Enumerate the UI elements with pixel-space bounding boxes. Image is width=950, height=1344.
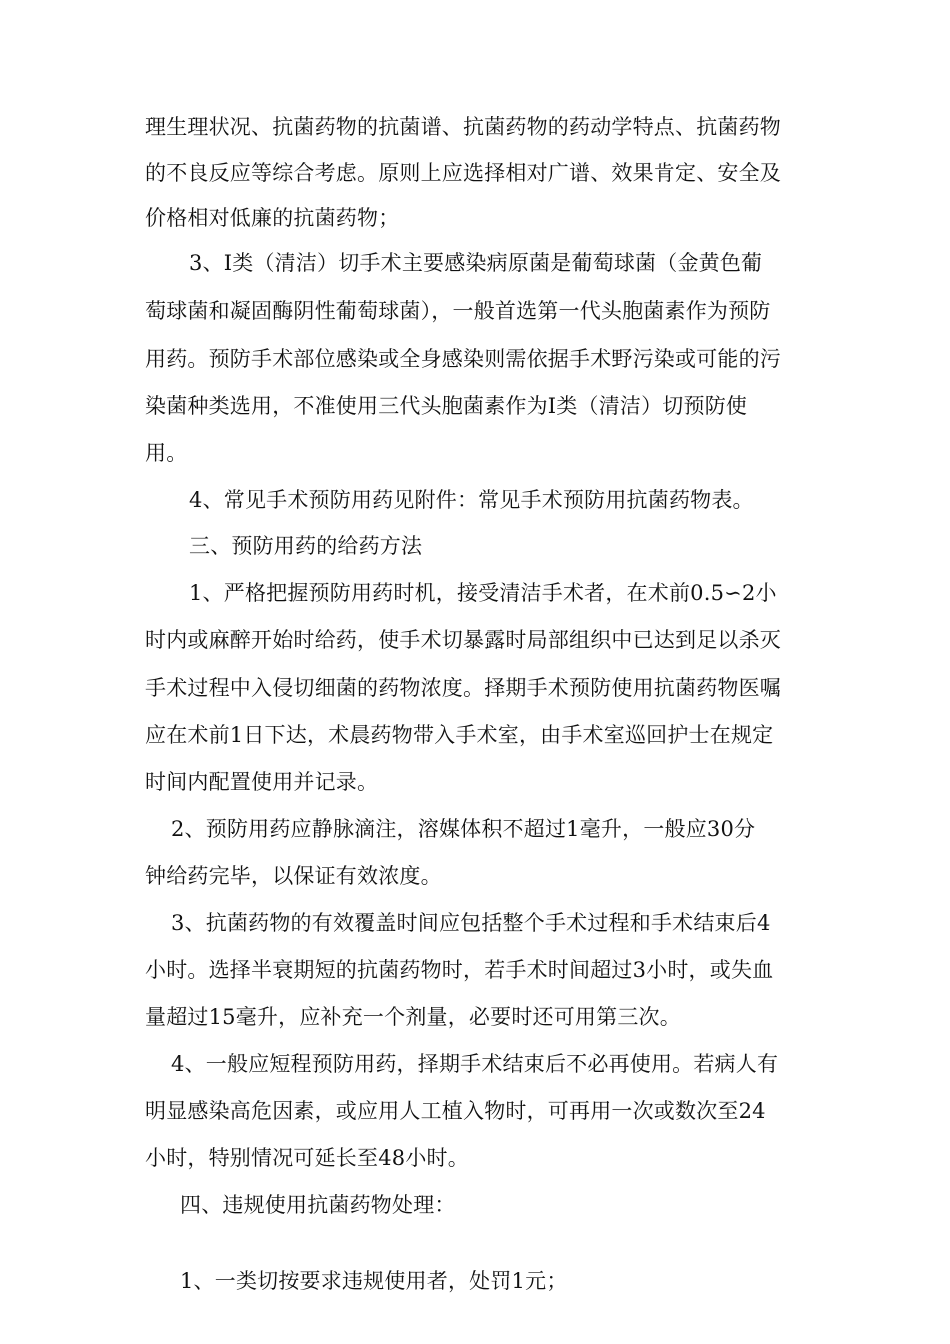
paragraph-line: 3、I类（清洁）切手术主要感染病原菌是葡萄球菌（金黄色葡 xyxy=(189,251,763,275)
text-line: 手术过程中入侵切细菌的药物浓度。择期手术预防使用抗菌药物医嘱 xyxy=(145,676,781,700)
text-line: 理生理状况、抗菌药物的抗菌谱、抗菌药物的药动学特点、抗菌药物 xyxy=(145,115,781,139)
paragraph-line: 4、常见手术预防用药见附件：常见手术预防用抗菌药物表。 xyxy=(189,488,754,512)
text-line: 时内或麻醉开始时给药，使手术切暴露时局部组织中已达到足以杀灭 xyxy=(145,628,781,652)
text-line: 明显感染高危因素，或应用人工植入物时，可再用一次或数次至24 xyxy=(145,1099,766,1123)
text-line: 的不良反应等综合考虑。原则上应选择相对广谱、效果肯定、安全及 xyxy=(145,161,781,185)
section-heading: 三、预防用药的给药方法 xyxy=(189,534,423,558)
paragraph-line: 4、一般应短程预防用药，择期手术结束后不必再使用。若病人有 xyxy=(171,1052,779,1076)
paragraph-line: 1、一类切按要求违规使用者，处罚1元； xyxy=(180,1269,568,1293)
text-line: 用。 xyxy=(145,441,188,465)
text-line: 量超过15毫升，应补充一个剂量，必要时还可用第三次。 xyxy=(145,1005,681,1029)
text-line: 小时。选择半衰期短的抗菌药物时，若手术时间超过3小时，或失血 xyxy=(145,958,774,982)
text-line: 用药。预防手术部位感染或全身感染则需依据手术野污染或可能的污 xyxy=(145,347,781,371)
text-line: 小时，特别情况可延长至48小时。 xyxy=(145,1146,469,1170)
text-line: 萄球菌和凝固酶阴性葡萄球菌），一般首选第一代头胞菌素作为预防 xyxy=(145,299,771,323)
section-heading: 四、违规使用抗菌药物处理： xyxy=(180,1193,456,1217)
text-line: 时间内配置使用并记录。 xyxy=(145,770,379,794)
text-line: 染菌种类选用，不准使用三代头胞菌素作为I类（清洁）切预防使 xyxy=(145,394,748,418)
paragraph-line: 3、抗菌药物的有效覆盖时间应包括整个手术过程和手术结束后4 xyxy=(171,911,771,935)
text-line: 应在术前1日下达，术晨药物带入手术室，由手术室巡回护士在规定 xyxy=(145,723,774,747)
text-line: 价格相对低廉的抗菌药物； xyxy=(145,206,400,230)
text-line: 钟给药完毕，以保证有效浓度。 xyxy=(145,864,442,888)
paragraph-line: 1、严格把握预防用药时机，接受清洁手术者，在术前0.5∽2小 xyxy=(189,581,777,605)
paragraph-line: 2、预防用药应静脉滴注，溶媒体积不超过1毫升，一般应30分 xyxy=(171,817,756,841)
